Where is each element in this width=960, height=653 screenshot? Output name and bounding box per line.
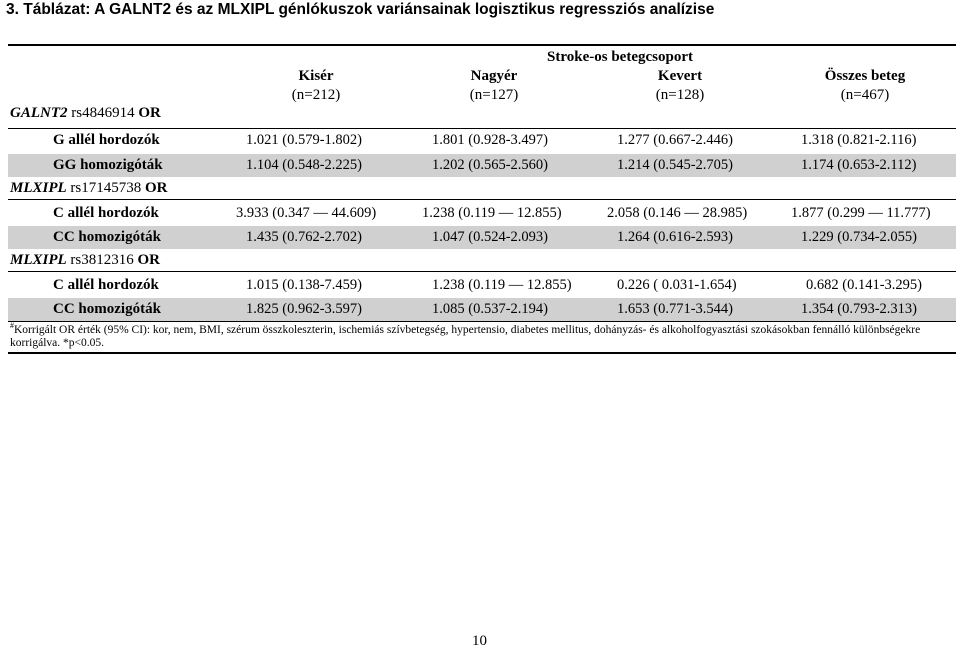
table-row — [8, 152, 956, 177]
snp-id: rs4846914 — [67, 105, 139, 121]
column-title: Kevert — [657, 68, 703, 84]
table-cell: 1.825 (0.962-3.597) — [246, 301, 362, 317]
column-header-kevert — [580, 67, 780, 105]
table-row — [8, 128, 956, 152]
table-cell: 1.015 (0.138-7.459) — [246, 277, 362, 293]
gene-name: MLXIPL — [10, 252, 67, 268]
column-n: (n=127) — [469, 87, 519, 103]
column-title: Kisér — [298, 68, 334, 84]
column-n: (n=212) — [291, 87, 341, 103]
snp-id: rs17145738 — [66, 180, 146, 196]
table-cell: 1.085 (0.537-2.194) — [432, 301, 548, 317]
gene-row — [8, 177, 956, 199]
table-cell: 1.435 (0.762-2.702) — [246, 229, 362, 245]
table-caption: 3. Táblázat: A GALNT2 és az MLXIPL génlókuszok variánsainak logisztikus regressziós analízise — [6, 1, 715, 18]
footnote-mark: # — [10, 321, 14, 331]
row-label: GG homozigóták — [53, 157, 163, 173]
table-cell: 2.058 (0.146 — 28.985) — [607, 205, 748, 221]
table-row — [8, 271, 956, 296]
row-label: CC homozigóták — [53, 301, 161, 317]
column-n: (n=128) — [655, 87, 705, 103]
table-row — [8, 296, 956, 321]
table-cell: 1.202 (0.565-2.560) — [432, 157, 548, 173]
table-cell: 1.277 (0.667-2.446) — [617, 132, 733, 148]
or-suffix: OR — [137, 252, 161, 268]
table-cell: 1.021 (0.579-1.802) — [246, 132, 362, 148]
table-cell: 1.238 (0.119 — 12.855) — [432, 277, 572, 293]
table-row — [8, 199, 956, 224]
gene-label-mlxipl-2 — [10, 251, 160, 269]
table-cell: 1.214 (0.545-2.705) — [617, 157, 733, 173]
footnote-text: Korrigált OR érték (95% CI): kor, nem, BMI, szérum összkoleszterin, ischemiás szívbetegség, hypertensio, diabetes mellitus, dohányzás- és alkoholfogyasztási szokásokban fennálló különbségekre korrigálva. *p<0.05. — [10, 324, 921, 349]
column-header-nagyer — [394, 67, 594, 105]
gene-label-mlxipl-1 — [10, 179, 168, 197]
table-header — [8, 46, 956, 128]
page-number: 10 — [472, 633, 487, 649]
regression-table — [8, 44, 956, 354]
column-n: (n=467) — [840, 87, 890, 103]
column-title: Nagyér — [470, 68, 518, 84]
table-cell: 1.801 (0.928-3.497) — [432, 132, 548, 148]
gene-label-galnt2 — [10, 104, 161, 122]
table-cell: 1.877 (0.299 — 11.777) — [791, 205, 931, 221]
table-cell: 1.318 (0.821-2.116) — [801, 132, 917, 148]
table-cell: 1.047 (0.524-2.093) — [432, 229, 548, 245]
gene-name: GALNT2 — [10, 105, 68, 121]
table-footnote — [8, 321, 956, 354]
gene-row — [8, 249, 956, 271]
column-title: Összes beteg — [824, 68, 906, 84]
table-cell: 1.264 (0.616-2.593) — [617, 229, 733, 245]
row-label: C allél hordozók — [53, 277, 159, 293]
row-label: C allél hordozók — [53, 205, 159, 221]
table-cell: 0.226 ( 0.031-1.654) — [617, 277, 737, 293]
table-cell: 1.104 (0.548-2.225) — [246, 157, 362, 173]
table-cell: 1.653 (0.771-3.544) — [617, 301, 733, 317]
table-cell: 1.174 (0.653-2.112) — [801, 157, 917, 173]
gene-name: MLXIPL — [10, 180, 67, 196]
table-cell: 3.933 (0.347 — 44.609) — [236, 205, 377, 221]
table-cell: 1.238 (0.119 — 12.855) — [422, 205, 562, 221]
snp-id: rs3812316 — [66, 252, 138, 268]
or-suffix: OR — [145, 180, 168, 196]
or-suffix: OR — [138, 105, 161, 121]
column-header-osszes — [765, 67, 960, 105]
table-cell: 1.354 (0.793-2.313) — [801, 301, 917, 317]
row-label: G allél hordozók — [53, 132, 160, 148]
table-cell: 0.682 (0.141-3.295) — [806, 277, 922, 293]
row-label: CC homozigóták — [53, 229, 161, 245]
group-header: Stroke-os betegcsoport — [547, 49, 693, 65]
table-cell: 1.229 (0.734-2.055) — [801, 229, 917, 245]
column-header-kiser — [216, 67, 416, 105]
table-row — [8, 224, 956, 249]
